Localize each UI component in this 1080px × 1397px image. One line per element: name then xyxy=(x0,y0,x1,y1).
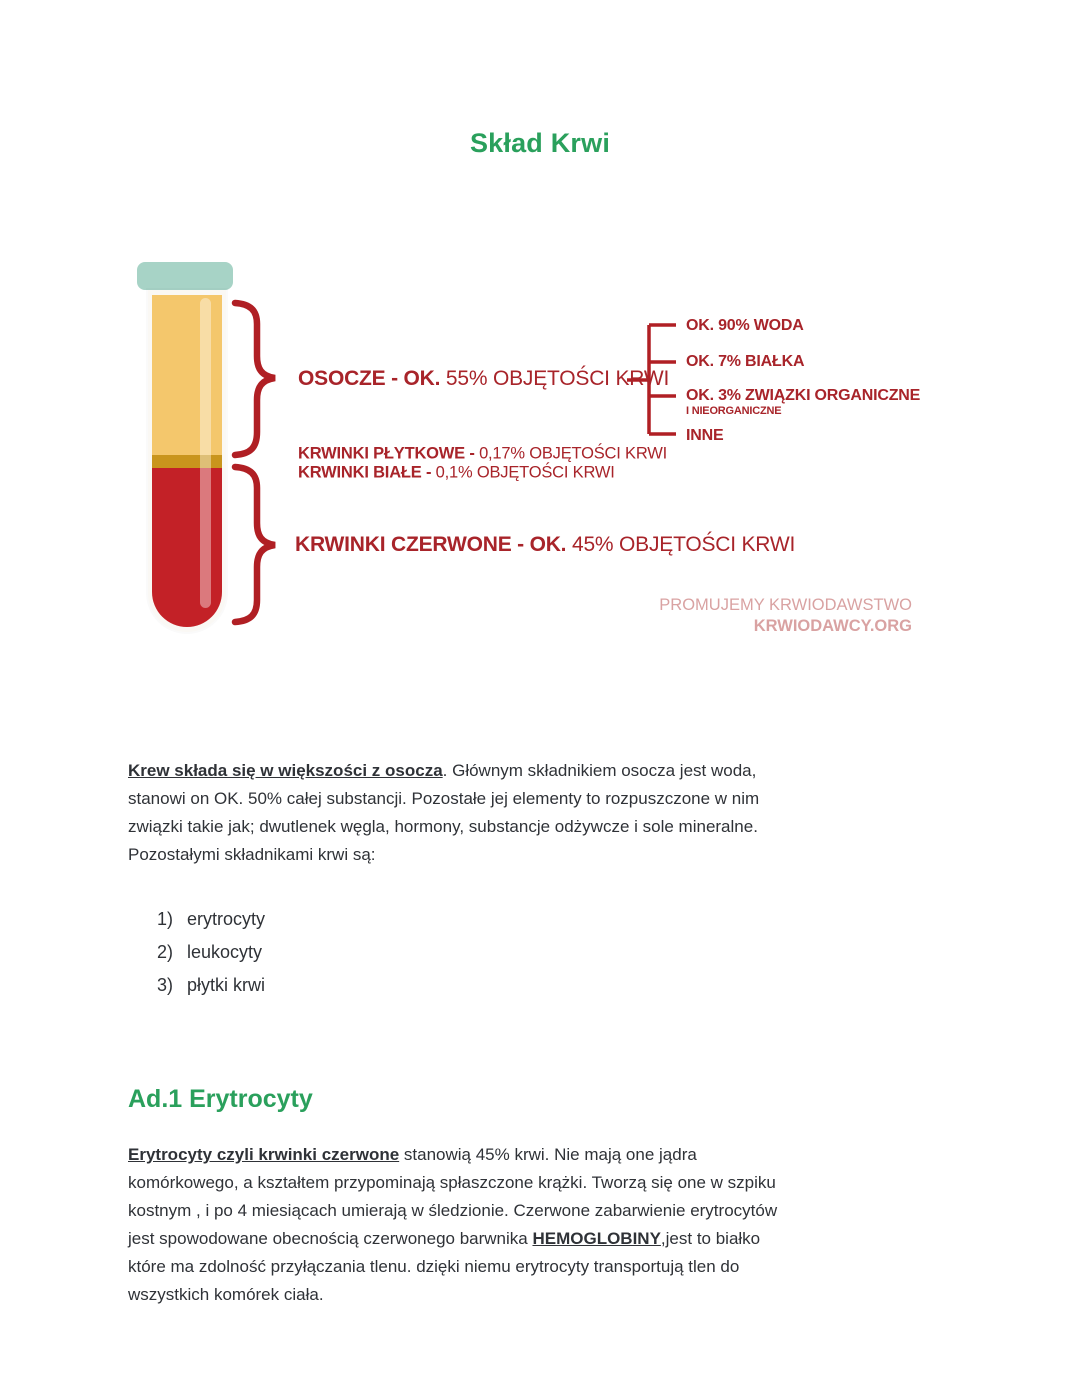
intro-paragraph xyxy=(128,757,800,869)
text-segment: . Głównym składnikiem osocza jest woda, stanowi on OK. 50% całej substancji. Pozostałe jej elementy to rozpuszczone w nim związki takie jak; dwutlenek węgla, hormony, substancje odżywcze i sole mineralne. Pozostałymi składnikami krwi są: xyxy=(128,761,760,864)
red-cells-label: KRWINKI CZERWONE - OK. 45% OBJĘTOŚCI KRWI xyxy=(295,533,796,556)
text-segment: stanowią 45% krwi. Nie mają one jądra komórkowego, a kształtem przypominają spłaszczone krążki. Tworzą się one w szpiku kostnym , i po 4 miesiącach umierają w śledzionie. Czerwone zabarwienie erytrocytów jest spowodowane obecnością czerwonego barwnika xyxy=(128,1145,778,1248)
breakdown-proteins-label: OK. 7% BIAŁKA xyxy=(686,353,805,370)
text-segment: Erytrocyty czyli krwinki czerwone xyxy=(128,1145,400,1164)
upper-brace-icon xyxy=(235,303,275,455)
text-segment: HEMOGLOBINY xyxy=(532,1229,661,1248)
watermark-line1: PROMUJEMY KRWIODAWSTWO xyxy=(659,596,912,614)
breakdown-organic-label: OK. 3% ZWIĄZKI ORGANICZNE I NIEORGANICZNE xyxy=(686,387,921,417)
list-item: 3) płytki krwi xyxy=(157,975,266,995)
text-segment: Krew składa się w większości z osocza xyxy=(128,761,443,780)
section-heading-erytrocyty: Ad.1 Erytrocyty xyxy=(128,1085,313,1113)
erythrocytes-paragraph xyxy=(128,1141,792,1309)
list-item: 1) erytrocyty xyxy=(157,909,266,929)
blood-components-list xyxy=(157,903,265,1002)
breakdown-other-label: INNE xyxy=(686,427,724,444)
page-title: Skład Krwi xyxy=(469,128,611,158)
platelets-label: KRWINKI PŁYTKOWE - 0,17% OBJĘTOŚCI KRWI xyxy=(298,444,668,463)
breakdown-water-label: OK. 90% WODA xyxy=(686,317,804,334)
text-segment: ,jest to białko które ma zdolność przyłączania tlenu. dzięki niemu erytrocyty transportują tlen do wszystkich komórek ciała. xyxy=(128,1229,761,1304)
white-cells-label: KRWINKI BIAŁE - 0,1% OBJĘTOŚCI KRWI xyxy=(298,463,615,482)
plasma-label: OSOCZE - OK. 55% OBJĘTOŚCI KRWI xyxy=(298,367,670,390)
watermark-line2: KRWIODAWCY.ORG xyxy=(753,617,912,635)
lower-brace-icon xyxy=(235,467,275,622)
list-item: 2) leukocyty xyxy=(157,942,263,962)
blood-composition-diagram xyxy=(120,250,920,650)
watermark xyxy=(512,595,912,637)
